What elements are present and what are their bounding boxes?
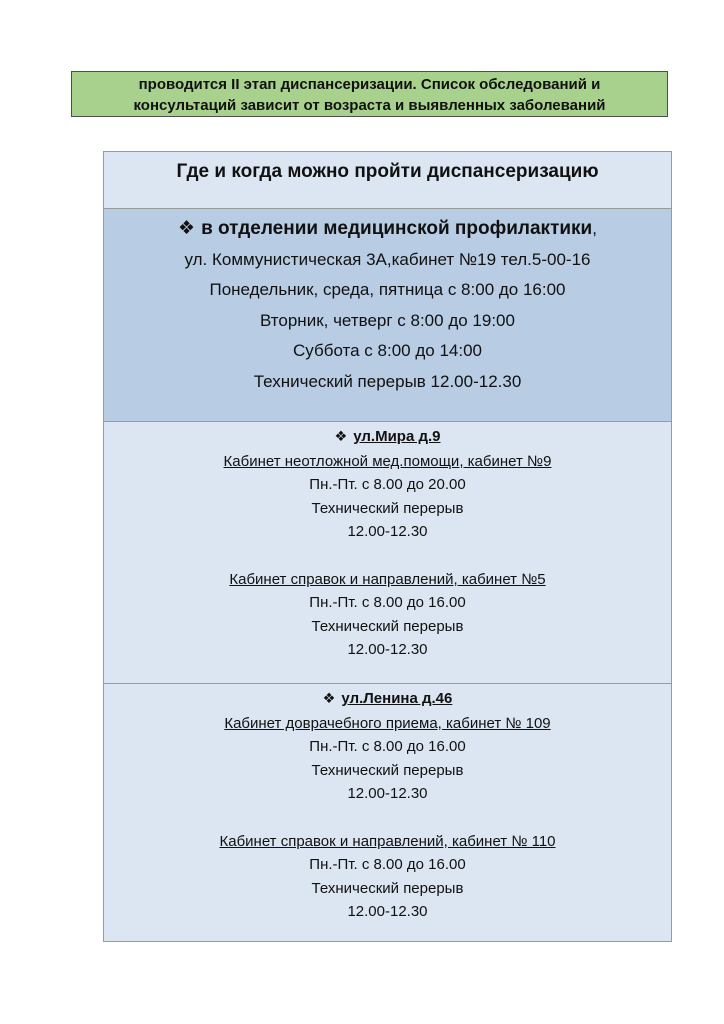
mira-office-2-name: Кабинет справок и направлений, кабинет №5 <box>229 570 546 588</box>
spacer <box>104 806 671 830</box>
diamond-bullet-icon: ❖ <box>178 218 196 239</box>
lenina-office-1-break-time: 12.00-12.30 <box>347 785 428 803</box>
lenina-address-text: ул.Ленина д.46 <box>341 690 453 707</box>
lenina-office-1-hours: Пн.-Пт. с 8.00 до 16.00 <box>309 738 466 756</box>
lenina-office-1-break-label: Технический перерыв <box>311 761 464 779</box>
mira-office-1-name: Кабинет неотложной мед.помощи, кабинет №9 <box>223 452 552 470</box>
lenina-office-2-break-time: 12.00-12.30 <box>347 903 428 921</box>
lenina-office-2-name: Кабинет справок и направлений, кабинет № 110 <box>219 832 556 850</box>
table-header-row <box>104 152 671 208</box>
mira-office-1-break-label: Технический перерыв <box>311 499 464 517</box>
lenina-office-2-break-label: Технический перерыв <box>311 879 464 897</box>
diamond-bullet-icon: ❖ <box>322 691 336 707</box>
main-location-schedule-2: Вторник, четверг с 8:00 до 19:00 <box>260 310 515 330</box>
locations-table <box>103 151 672 942</box>
mira-office-2-break-label: Технический перерыв <box>311 617 464 635</box>
spacer <box>104 544 671 568</box>
lenina-address <box>104 687 671 712</box>
main-location-address: ул. Коммунистическая 3А,кабинет №19 тел.5-00-16 <box>184 249 591 269</box>
main-location-title-suffix: , <box>592 219 597 238</box>
main-location-heading <box>104 214 671 245</box>
lenina-location-row <box>104 683 671 941</box>
mira-office-1-break-time: 12.00-12.30 <box>347 523 428 541</box>
diamond-bullet-icon: ❖ <box>334 429 348 445</box>
table-title: Где и когда можно пройти диспансеризацию <box>176 161 599 182</box>
mira-office-1-hours: Пн.-Пт. с 8.00 до 20.00 <box>309 476 466 494</box>
mira-address-text: ул.Мира д.9 <box>353 428 441 445</box>
main-location-schedule-1: Понедельник, среда, пятница с 8:00 до 16:00 <box>209 280 566 299</box>
lenina-office-1-name: Кабинет доврачебного приема, кабинет № 109 <box>224 714 551 732</box>
main-location-schedule-3: Суббота с 8:00 до 14:00 <box>293 341 482 360</box>
banner-line-2: консультаций зависит от возраста и выявленных заболеваний <box>133 97 606 114</box>
main-location-title: в отделении медицинской профилактики <box>201 218 593 239</box>
lenina-office-2-hours: Пн.-Пт. с 8.00 до 16.00 <box>309 856 466 874</box>
main-location-row <box>104 208 671 421</box>
mira-office-2-break-time: 12.00-12.30 <box>347 641 428 659</box>
mira-location-row <box>104 421 671 683</box>
info-banner <box>71 71 668 117</box>
main-location-break: Технический перерыв 12.00-12.30 <box>253 371 522 391</box>
mira-office-2-hours: Пн.-Пт. с 8.00 до 16.00 <box>309 594 466 612</box>
mira-address <box>104 425 671 450</box>
banner-line-1: проводится II этап диспансеризации. Список обследований и <box>138 76 601 93</box>
